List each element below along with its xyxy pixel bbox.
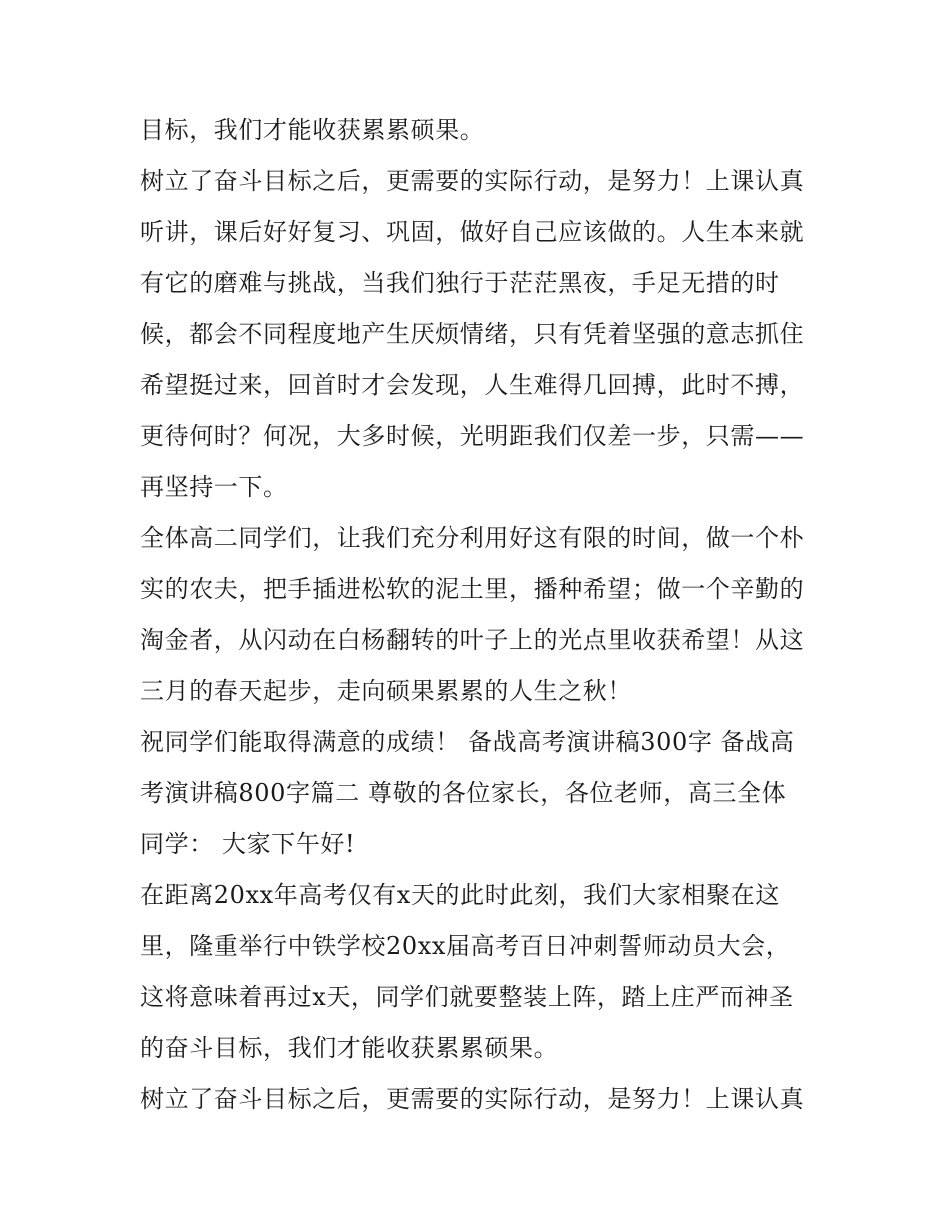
text-line: 目标，我们才能收获累累硕果。 <box>140 116 485 144</box>
body-text <box>140 105 820 1125</box>
text-line: 希望挺过来，回首时才会发现，人生难得几回搏，此时不搏， <box>140 371 805 399</box>
text-line: 实的农夫，把手插进松软的泥土里，播种希望；做一个辛勤的 <box>140 575 805 603</box>
text-line: 更待何时？何况，大多时候，光明距我们仅差一步，只需—— <box>140 422 805 450</box>
text-line: 在距离20xx年高考仅有x天的此时此刻，我们大家相聚在这 <box>140 881 780 909</box>
text-line: 树立了奋斗目标之后，更需要的实际行动，是努力！上课认真 <box>140 167 805 195</box>
text-line: 里，隆重举行中铁学校20xx届高考百日冲刺誓师动员大会， <box>140 932 791 960</box>
text-line: 树立了奋斗目标之后，更需要的实际行动，是努力！上课认真 <box>140 1085 805 1113</box>
text-line: 祝同学们能取得满意的成绩！ 备战高考演讲稿300字 备战高 <box>140 728 795 756</box>
text-line: 全体高二同学们，让我们充分利用好这有限的时间，做一个朴 <box>140 524 805 552</box>
text-line: 淘金者，从闪动在白杨翻转的叶子上的光点里收获希望！从这 <box>140 626 805 654</box>
text-line: 这将意味着再过x天，同学们就要整装上阵，踏上庄严而神圣 <box>140 983 794 1011</box>
text-line: 的奋斗目标，我们才能收获累累硕果。 <box>140 1034 559 1062</box>
text-line: 有它的磨难与挑战，当我们独行于茫茫黑夜，手足无措的时 <box>140 269 780 297</box>
text-line: 同学： 大家下午好! <box>140 830 356 858</box>
text-line: 听讲，课后好好复习、巩固，做好自己应该做的。人生本来就 <box>140 218 805 246</box>
text-line: 再坚持一下。 <box>140 473 288 501</box>
text-line: 考演讲稿800字篇二 尊敬的各位家长，各位老师，高三全体 <box>140 779 787 807</box>
text-line: 候，都会不同程度地产生厌烦情绪，只有凭着坚强的意志抓住 <box>140 320 805 348</box>
text-line: 三月的春天起步，走向硕果累累的人生之秋！ <box>140 677 632 705</box>
